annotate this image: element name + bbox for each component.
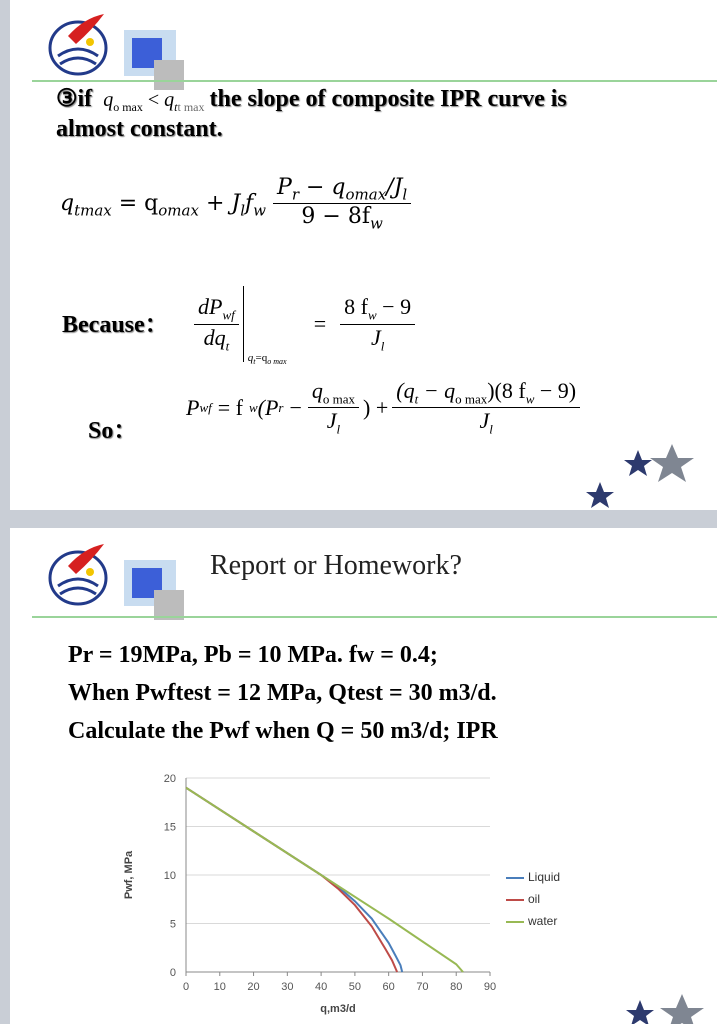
university-logo-icon	[46, 542, 186, 622]
stars-decoration-icon	[580, 440, 700, 510]
legend-liquid-swatch	[506, 877, 524, 879]
y-tick-label: 5	[169, 918, 176, 931]
legend-water	[506, 914, 557, 928]
series-line-oil	[186, 788, 397, 972]
slide-title: Report or Homework?	[210, 550, 462, 581]
x-tick-label: 20	[247, 981, 260, 993]
series-line-liquid	[186, 788, 402, 972]
condition-heading-line2: almost constant.	[56, 116, 223, 142]
header-divider	[32, 616, 717, 618]
y-tick-label: 10	[163, 870, 176, 882]
legend-water-label: water	[528, 914, 558, 928]
x-tick-label: 90	[483, 981, 497, 993]
condition-heading: ③if $q_{o max} < q_{tt max}$ the slope of composite IPR curve is	[56, 86, 567, 114]
x-tick-label: 70	[416, 981, 429, 993]
given-line-2: When Pwftest = 12 MPa, Qtest = 30 m3/d.	[68, 680, 497, 706]
series-line-water	[186, 788, 463, 972]
because-label: Because：	[62, 312, 169, 338]
legend-liquid-label: Liquid	[528, 870, 561, 884]
given-line-1: Pr = 19MPa, Pb = 10 MPa. fw = 0.4;	[68, 642, 438, 668]
header-divider	[32, 80, 717, 82]
legend-liquid	[506, 870, 560, 884]
x-tick-label: 80	[450, 981, 463, 993]
slide-2	[10, 528, 717, 1024]
x-tick-label: 30	[281, 981, 294, 993]
x-tick-label: 50	[348, 981, 362, 993]
slide-1	[10, 0, 717, 510]
pwf-formula: P wf = f w (P r − $\frac{q_{o max}}{J_l}$ ) + $\frac{(q_t - q_{o max})(8 f_w - 9)}{J_l}$	[186, 378, 580, 438]
derivative-formula: $\frac{dP_{wf}}{dq_t}$ $q_t=q_{o max}$ = $\frac{8 f_w - 9}{J_l}$	[194, 286, 415, 362]
y-axis-label: Pwf, MPa	[123, 850, 135, 900]
stars-decoration-icon	[610, 990, 717, 1024]
x-tick-label: 0	[182, 981, 190, 993]
legend-water-swatch	[506, 921, 524, 923]
y-tick-label: 15	[163, 821, 176, 834]
legend-oil	[506, 892, 540, 906]
legend-oil-label: oil	[528, 892, 541, 906]
y-tick-label: 0	[169, 967, 176, 979]
given-line-3: Calculate the Pwf when Q = 50 m3/d; IPR	[68, 718, 498, 744]
qtmax-formula: $q_{tmax} = q_{omax} + J_lf_w$ $\frac{P_r - q_{omax}/J_l}{9 - 8f_w}$	[60, 175, 411, 233]
x-axis-label: q,m3/d	[320, 1003, 356, 1015]
x-tick-label: 60	[382, 981, 395, 993]
x-tick-label: 40	[314, 981, 328, 993]
x-tick-label: 10	[213, 981, 226, 993]
y-tick-label: 20	[163, 773, 176, 785]
legend-oil-swatch	[506, 899, 524, 901]
so-label: So：	[88, 418, 138, 444]
